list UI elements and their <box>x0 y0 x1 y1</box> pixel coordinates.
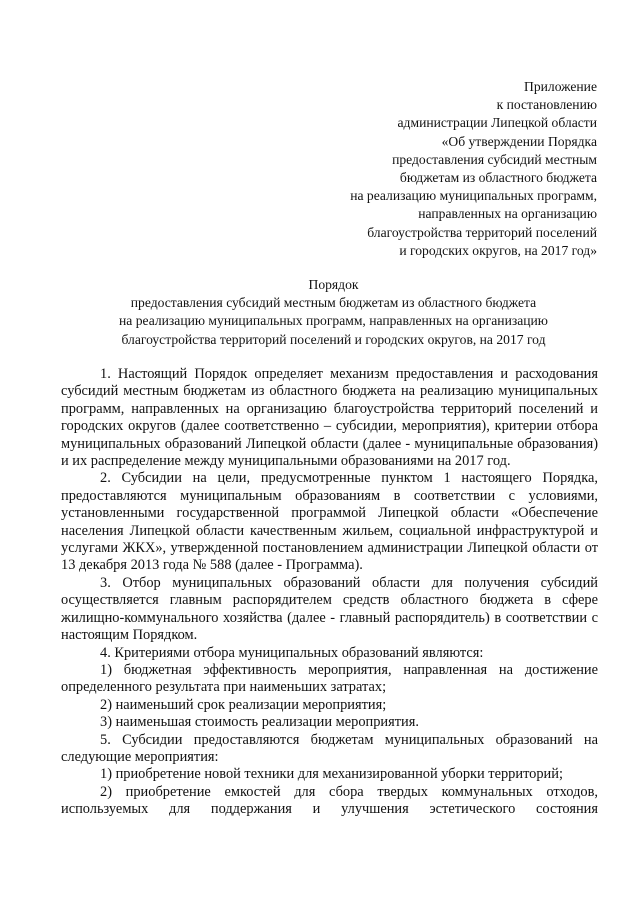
appendix-line: благоустройства территорий поселений <box>367 224 597 240</box>
criterion-3: 3) наименьшая стоимость реализации мероприятия. <box>100 714 419 731</box>
paragraph-3: 3. Отбор муниципальных образований области для получения субсидий осуществляется главным распорядителем средств областного бюджета в сфере жилищно-коммунального хозяйства (далее - главный распорядитель) в соответствии с настоящим Порядком. <box>61 574 598 644</box>
appendix-line: на реализацию муниципальных программ, <box>350 188 597 204</box>
appendix-line: к постановлению <box>496 97 597 113</box>
appendix-line: администрации Липецкой области <box>397 115 597 131</box>
paragraph-5: 5. Субсидии предоставляются бюджетам муниципальных образований на следующие мероприятия: <box>61 731 598 765</box>
appendix-line: Приложение <box>524 79 597 94</box>
title-line: на реализацию муниципальных программ, направленных на организацию <box>119 313 548 329</box>
document-body <box>61 366 598 819</box>
appendix-header <box>260 78 597 260</box>
title-heading: Порядок <box>308 277 359 292</box>
appendix-line: «Об утверждении Порядка <box>441 133 597 149</box>
appendix-line: и городских округов, на 2017 год» <box>399 242 597 258</box>
appendix-line: предоставления субсидий местным <box>392 151 597 167</box>
title-line: предоставления субсидий местным бюджетам из областного бюджета <box>130 295 537 311</box>
title-line: благоустройства территорий поселений и городских округов, на 2017 год <box>121 331 546 347</box>
criterion-2: 2) наименьший срок реализации мероприятия; <box>100 696 387 713</box>
paragraph-4: 4. Критериями отбора муниципальных образований являются: <box>100 644 484 661</box>
measure-2: 2) приобретение емкостей для сбора твердых коммунальных отходов, используемых для поддержания и улучшения эстетического состояния <box>61 783 598 818</box>
criterion-1: 1) бюджетная эффективность мероприятия, направленная на достижение определенного результата при наименьших затратах; <box>61 661 598 696</box>
appendix-line: бюджетам из областного бюджета <box>399 170 597 186</box>
measure-1: 1) приобретение новой техники для механизированной уборки территорий; <box>100 766 563 783</box>
paragraph-1: 1. Настоящий Порядок определяет механизм предоставления и расходования субсидий местным бюджетам из областного бюджета на реализацию муниципальных программ, направленных на организацию благоустройства территорий поселений и городских округов (далее соответственно – субсидии, мероприятия), критерии отбора муниципальных образований Липецкой области (далее - муниципальные образования) и их распределение между муниципальными образованиями на 2017 год. <box>61 366 598 470</box>
paragraph-2: 2. Субсидии на цели, предусмотренные пунктом 1 настоящего Порядка, предоставляются муниципальным образованиям в соответствии с условиями, установленными государственной программой Липецкой области «Обеспечение населения Липецкой области качественным жильем, социальной инфраструктурой и услугами ЖКХ», утвержденной постановлением администрации Липецкой области от 13 декабря 2013 года № 588 (далее - Программа). <box>61 470 598 574</box>
document-title <box>40 276 627 349</box>
appendix-line: направленных на организацию <box>418 206 597 222</box>
